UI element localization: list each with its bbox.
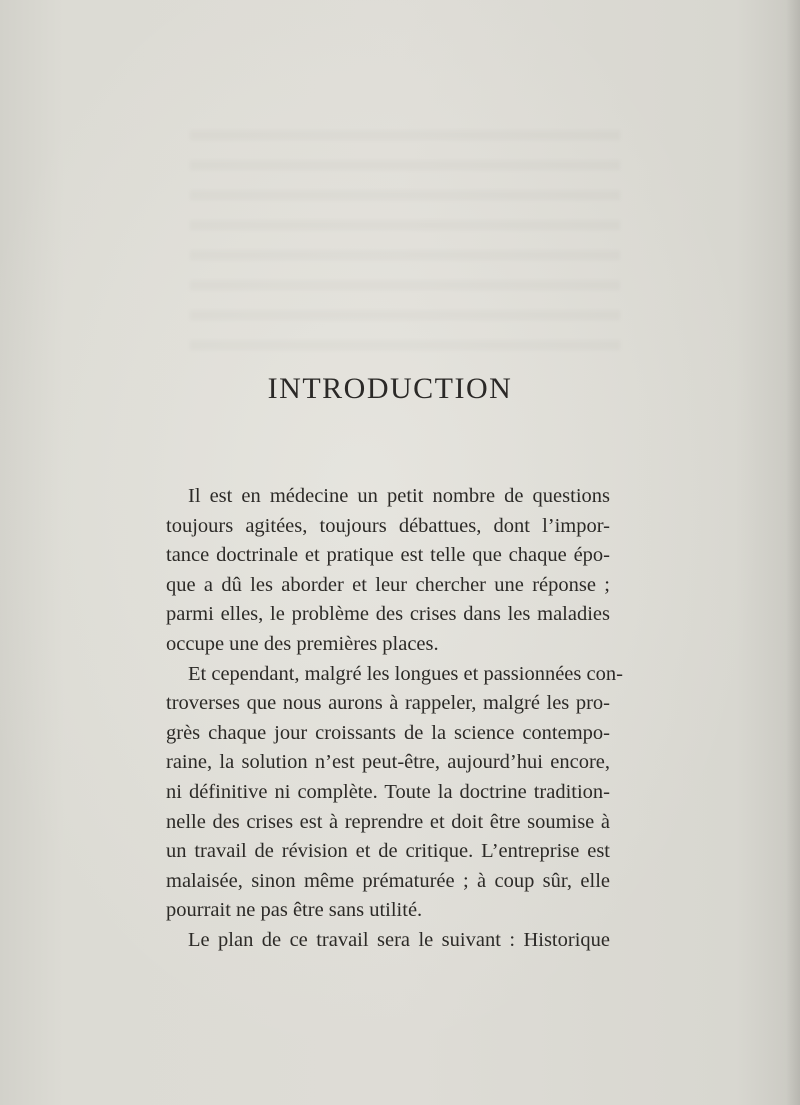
page-title: INTRODUCTION (267, 372, 513, 405)
text-line: Le plan de ce travail sera le suivant : Historique (188, 928, 610, 951)
text-line: troverses que nous aurons à rappeler, malgré les pro- (166, 692, 610, 715)
text-line: un travail de révision et de critique. L’entreprise est (166, 840, 610, 863)
bleed-through-text (190, 110, 620, 350)
text-line: pourrait ne pas être sans utilité. (166, 899, 423, 922)
text-line: Il est en médecine un petit nombre de questions (188, 485, 610, 507)
body-text (166, 482, 623, 956)
text-line: que a dû les aborder et leur chercher une réponse ; (166, 573, 610, 596)
text-line: raine, la solution n’est peut-être, aujourd’hui encore, (166, 751, 610, 774)
page-edge-shadow (786, 0, 800, 1105)
text-line: occupe une des premières places. (166, 632, 439, 655)
text-line: parmi elles, le problème des crises dans les maladies (166, 603, 610, 626)
text-line: grès chaque jour croissants de la science contempo- (166, 721, 610, 744)
text-line: nelle des crises est à reprendre et doit être soumise à (166, 810, 610, 833)
text-line: toujours agitées, toujours débattues, dont l’impor- (166, 514, 610, 537)
text-line: ni définitive ni complète. Toute la doctrine tradition- (166, 780, 610, 803)
text-line: malaisée, sinon même prématurée ; à coup sûr, elle (166, 869, 610, 892)
text-line: Et cependant, malgré les longues et passionnées con- (188, 662, 623, 685)
text-line: tance doctrinale et pratique est telle que chaque épo- (166, 544, 610, 567)
